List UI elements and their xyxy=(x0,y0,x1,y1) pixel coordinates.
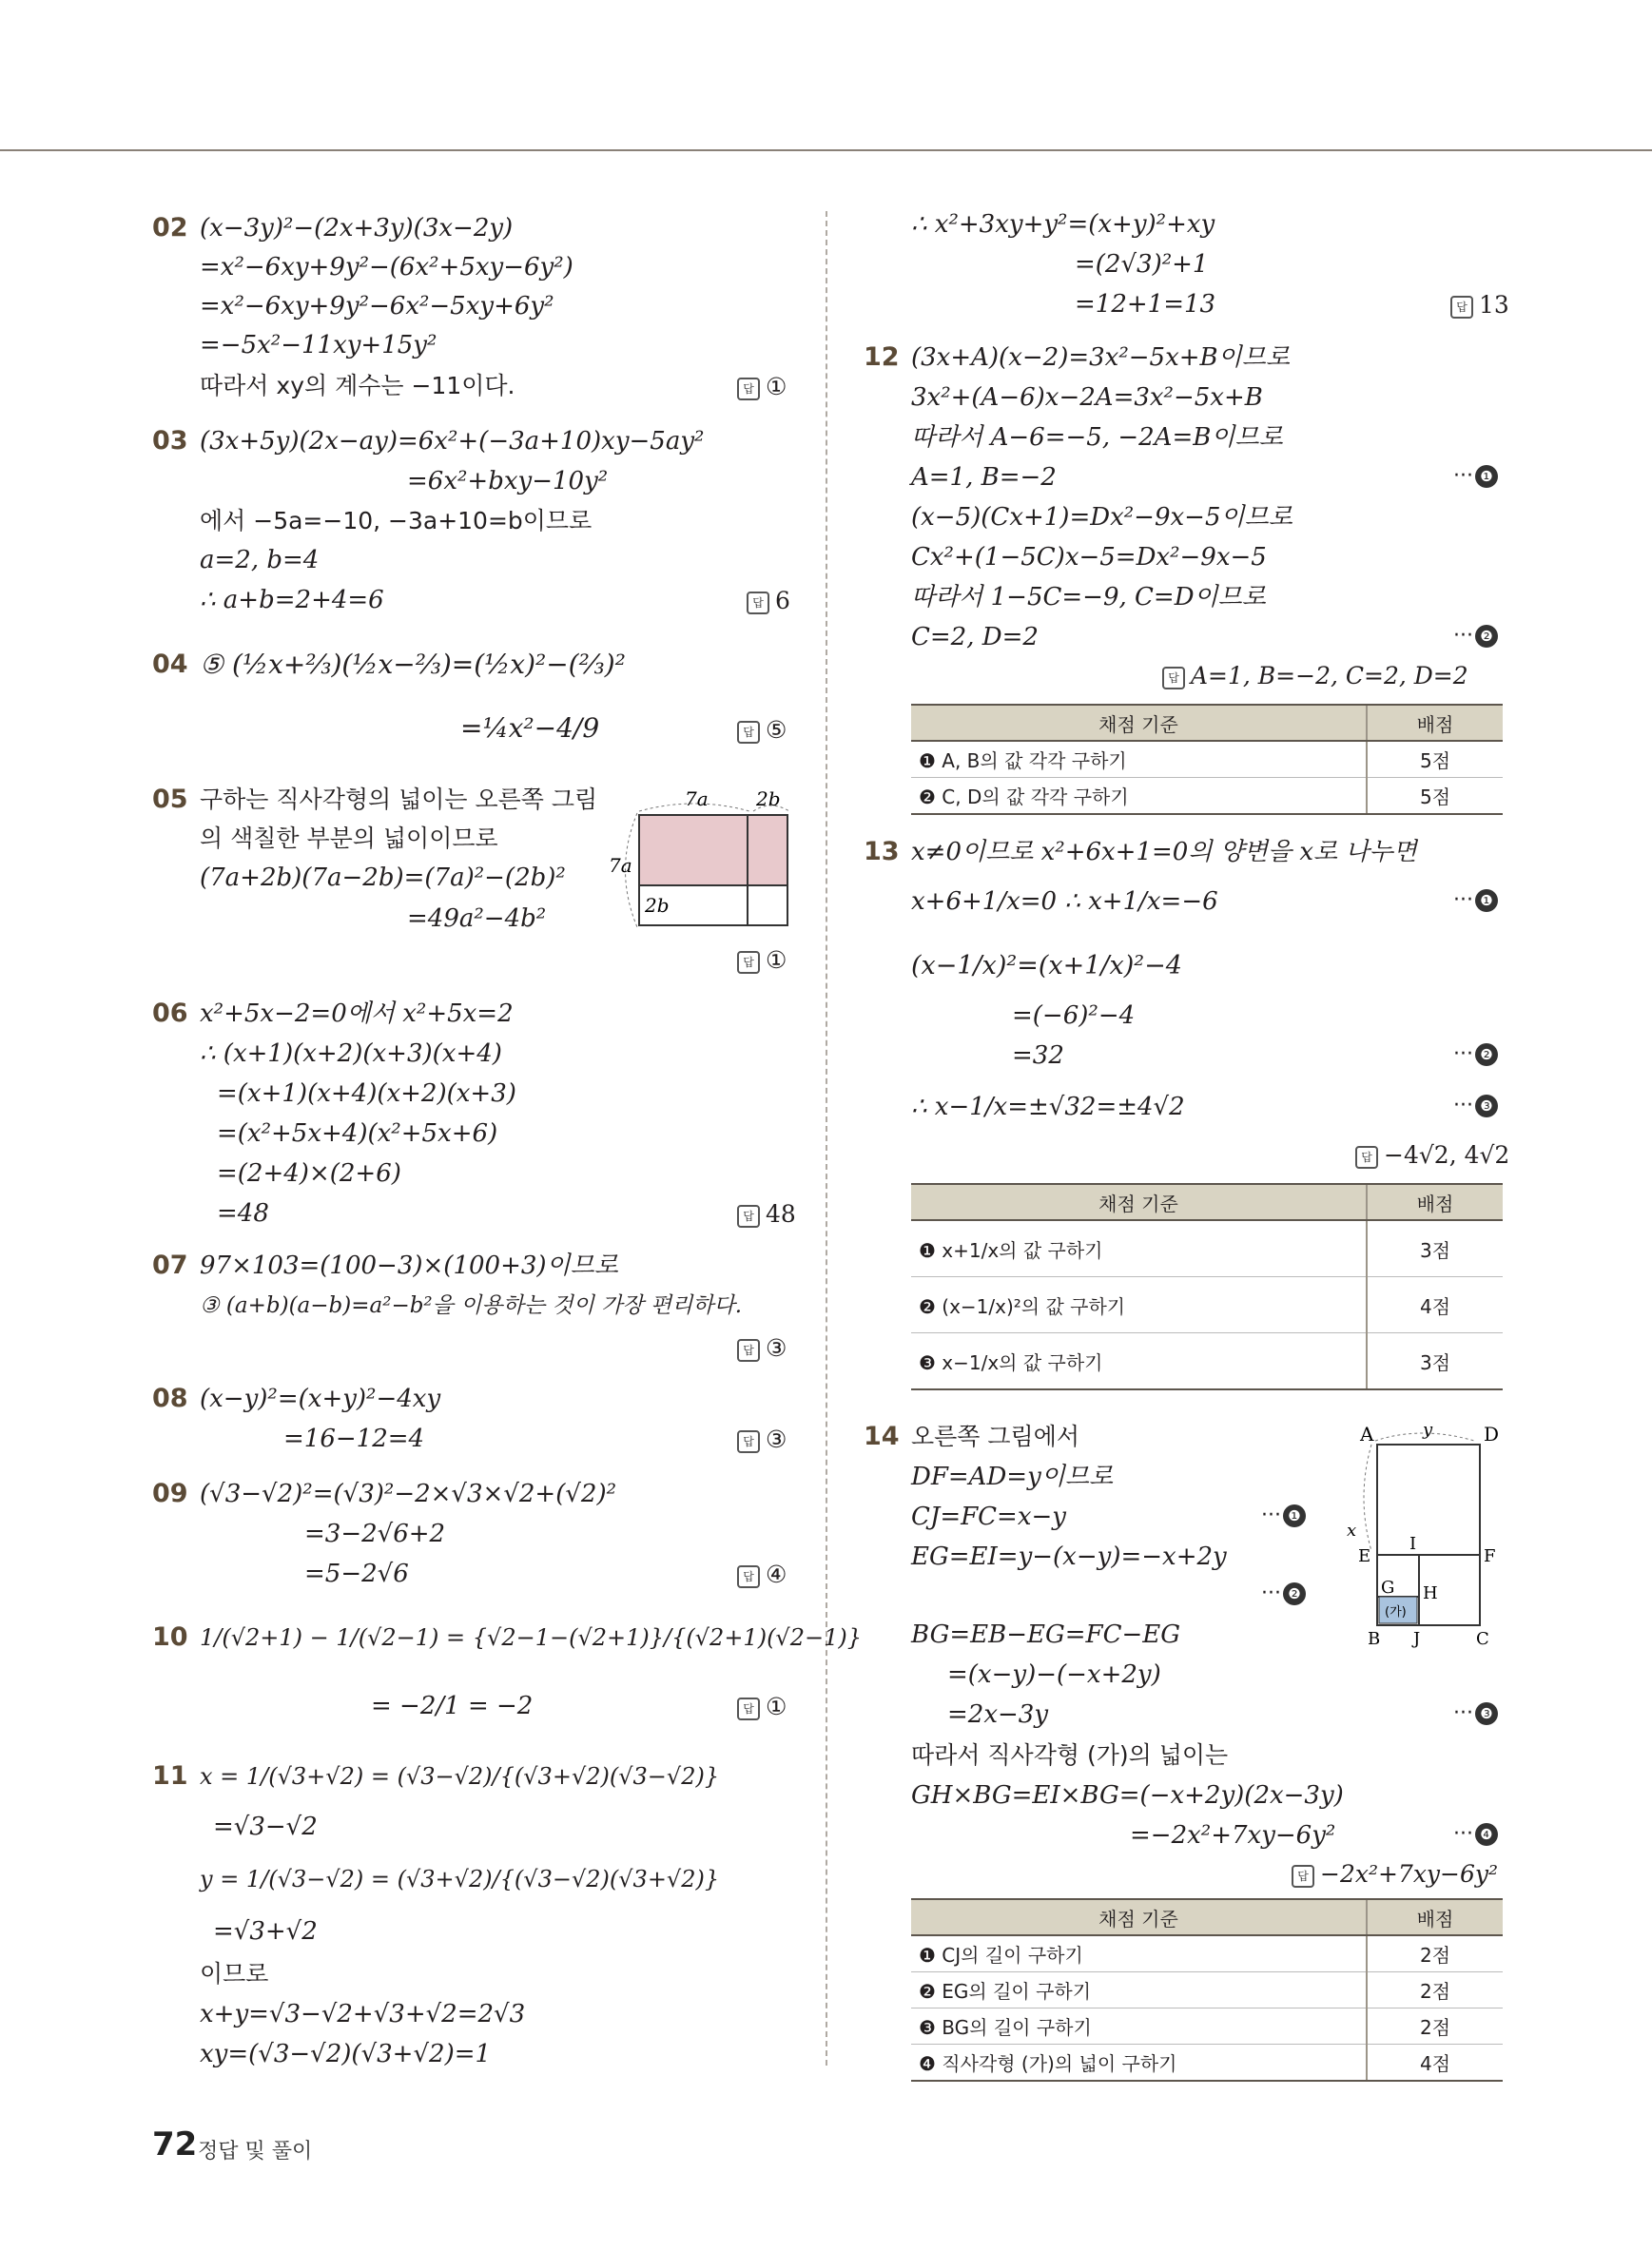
text-line: 이므로 xyxy=(200,1960,269,1988)
eq-line: =49a²−4b² xyxy=(407,904,547,933)
text-line: 의 색칠한 부분의 넓이이므로 xyxy=(200,825,498,852)
rectangle-figure xyxy=(609,785,799,932)
fig-label: H xyxy=(1423,1583,1438,1603)
eq-line: ∴ (x+1)(x+2)(x+3)(x+4) xyxy=(200,1039,502,1068)
problem-number: 03 xyxy=(152,426,188,456)
problem-number: 09 xyxy=(152,1479,188,1508)
answer: 답 −4√2, 4√2 xyxy=(1355,1141,1509,1169)
eq-line: CJ=FC=x−y xyxy=(911,1503,1066,1531)
eq-line: x+y=√3−√2+√3+√2=2√3 xyxy=(200,2000,526,2028)
fig-label: A xyxy=(1360,1423,1374,1446)
fig-label: D xyxy=(1484,1423,1500,1446)
top-rule xyxy=(0,149,1652,151)
eq-line: x = 1/(√3+√2) = (√3−√2)/{(√3+√2)(√3−√2)} xyxy=(200,1763,720,1790)
answer-icon: 답 xyxy=(737,1339,760,1362)
fig-label: 7a xyxy=(609,854,632,877)
eq-line: ⑤ (½x+⅔)(½x−⅔)=(½x)²−(⅔)² xyxy=(200,649,626,680)
problem-number: 12 xyxy=(864,342,900,372)
eq-line: EG=EI=y−(x−y)=−x+2y xyxy=(911,1543,1227,1571)
answer-icon: 답 xyxy=(1450,296,1473,319)
eq-line: =x²−6xy+9y²−(6x²+5xy−6y²) xyxy=(200,253,573,281)
eq-line: GH×BG=EI×BG=(−x+2y)(2x−3y) xyxy=(911,1781,1344,1810)
eq-line: = −2/1 = −2 xyxy=(371,1692,534,1720)
eq-line: x≠0이므로 x²+6x+1=0의 양변을 x로 나누면 xyxy=(911,838,1417,866)
fig-label: 7a xyxy=(685,787,709,810)
problem-number: 04 xyxy=(152,650,188,679)
fig-label: y xyxy=(1423,1422,1433,1440)
eq-line: =3−2√6+2 xyxy=(304,1520,446,1548)
eq-line: =−2x²+7xy−6y² xyxy=(1130,1821,1336,1850)
text-line: 따라서 xy의 계수는 −11이다. xyxy=(200,372,515,399)
scoring-table: 채점 기준 배점 ❶ CJ의 길이 구하기 2점 ❷ EG의 길이 구하기 2점 ❸ BG의 길이 구하기 2점 ❹ 직사각형 (가)의 넓이 구하기 4점 xyxy=(911,1898,1503,2082)
eq-line: =(−6)²−4 xyxy=(1012,1001,1136,1030)
answer-icon: 답 xyxy=(737,1565,760,1588)
answer-icon: 답 xyxy=(737,1430,760,1453)
problem-number: 05 xyxy=(152,785,188,814)
text-line: 에서 −5a=−10, −3a+10=b이므로 xyxy=(200,507,593,534)
eq-line: ③ (a+b)(a−b)=a²−b²을 이용하는 것이 가장 편리하다. xyxy=(200,1293,743,1318)
answer: 답 13 xyxy=(1450,291,1509,319)
problem-number: 08 xyxy=(152,1384,188,1413)
eq-line: =(x+1)(x+4)(x+2)(x+3) xyxy=(217,1079,516,1108)
answer-icon: 답 xyxy=(1292,1865,1314,1888)
eq-line: =(2√3)²+1 xyxy=(1075,250,1209,279)
text-line: 따라서 직사각형 (가)의 넓이는 xyxy=(911,1741,1229,1769)
answer: 답 ⑤ xyxy=(737,716,787,744)
eq-line: =5−2√6 xyxy=(304,1560,409,1588)
eq-line: (x−1/x)²=(x+1/x)²−4 xyxy=(911,951,1182,980)
eq-line: DF=AD=y이므로 xyxy=(911,1463,1114,1491)
answer: 답 ① xyxy=(737,373,787,400)
fig-label: J xyxy=(1413,1629,1421,1649)
page-number: 72 xyxy=(152,2125,198,2164)
problem-number: 02 xyxy=(152,213,188,243)
answer-icon: 답 xyxy=(737,378,760,400)
fig-label: I xyxy=(1409,1534,1417,1554)
answer: 답 A=1, B=−2, C=2, D=2 xyxy=(1162,662,1468,689)
eq-line: =−5x²−11xy+15y² xyxy=(200,331,437,359)
problem-number: 10 xyxy=(152,1622,188,1652)
eq-line: ∴ a+b=2+4=6 xyxy=(200,586,384,614)
eq-line: A=1, B=−2 xyxy=(911,463,1057,492)
scoring-table: 채점 기준 배점 ❶ A, B의 값 각각 구하기 5점 ❷ C, D의 값 각각 구하기 5점 xyxy=(911,704,1503,815)
answer-icon: 답 xyxy=(737,1205,760,1228)
answer-icon: 답 xyxy=(737,721,760,744)
fig-label: B xyxy=(1368,1629,1381,1649)
eq-line: 1/(√2+1) − 1/(√2−1) = {√2−1−(√2+1)}/{(√2+1)(√2−1)} xyxy=(200,1624,862,1651)
eq-line: =16−12=4 xyxy=(283,1425,425,1453)
text-line: 오른쪽 그림에서 xyxy=(911,1423,1079,1450)
step-marker: ··· ❷ xyxy=(1453,1042,1498,1066)
eq-line: ∴ x²+3xy+y²=(x+y)²+xy xyxy=(911,210,1215,239)
fig-label: 2b xyxy=(645,894,670,917)
step-marker: ··· ❶ xyxy=(1453,888,1498,912)
eq-line: (3x+5y)(2x−ay)=6x²+(−3a+10)xy−5ay² xyxy=(200,427,705,456)
eq-line: =(x²+5x+4)(x²+5x+6) xyxy=(217,1119,498,1148)
eq-line: (√3−√2)²=(√3)²−2×√3×√2+(√2)² xyxy=(200,1480,617,1508)
eq-line: 97×103=(100−3)×(100+3)이므로 xyxy=(200,1252,618,1280)
problem-number: 11 xyxy=(152,1761,188,1791)
step-marker: ··· ❶ xyxy=(1261,1504,1306,1527)
eq-line: (3x+A)(x−2)=3x²−5x+B이므로 xyxy=(911,343,1290,372)
fig-label: E xyxy=(1358,1546,1371,1566)
eq-line: =√3+√2 xyxy=(213,1917,318,1946)
footer-label: 정답 및 풀이 xyxy=(198,2140,313,2164)
answer: 답 ① xyxy=(737,1693,787,1720)
eq-line: BG=EB−EG=FC−EG xyxy=(911,1620,1181,1649)
fig-label: F xyxy=(1484,1546,1496,1566)
answer: 답 −2x²+7xy−6y² xyxy=(1292,1860,1498,1888)
eq-line: =√3−√2 xyxy=(213,1813,318,1841)
eq-line: =6x²+bxy−10y² xyxy=(407,467,609,495)
scoring-table: 채점 기준 배점 ❶ x+1/x의 값 구하기 3점 ❷ (x−1/x)²의 값 구하기 4점 ❸ x−1/x의 값 구하기 3점 xyxy=(911,1183,1503,1390)
square-figure xyxy=(1341,1422,1503,1650)
answer: 답 ③ xyxy=(737,1426,787,1453)
problem-number: 13 xyxy=(864,837,900,866)
eq-line: x+6+1/x=0 ∴ x+1/x=−6 xyxy=(911,887,1218,916)
answer-icon: 답 xyxy=(737,1698,760,1720)
eq-line: =32 xyxy=(1012,1041,1064,1070)
eq-line: 따라서 1−5C=−9, C=D이므로 xyxy=(911,583,1266,611)
step-marker: ··· ❹ xyxy=(1453,1822,1498,1846)
answer: 답 48 xyxy=(737,1200,796,1228)
problem-number: 06 xyxy=(152,999,188,1028)
answer: 답 ① xyxy=(737,946,787,974)
eq-line: 따라서 A−6=−5, −2A=B이므로 xyxy=(911,423,1283,452)
text-line: 구하는 직사각형의 넓이는 오른쪽 그림 xyxy=(200,786,598,813)
eq-line: Cx²+(1−5C)x−5=Dx²−9x−5 xyxy=(911,543,1267,572)
answer-icon: 답 xyxy=(737,951,760,974)
eq-line: y = 1/(√3−√2) = (√3+√2)/{(√3−√2)(√3+√2)} xyxy=(200,1866,720,1892)
fig-label: x xyxy=(1347,1521,1357,1541)
eq-line: =(x−y)−(−x+2y) xyxy=(947,1660,1161,1689)
eq-line: xy=(√3−√2)(√3+√2)=1 xyxy=(200,2040,492,2068)
eq-line: =2x−3y xyxy=(947,1700,1049,1729)
eq-line: (x−3y)²−(2x+3y)(3x−2y) xyxy=(200,214,514,243)
answer-icon: 답 xyxy=(747,592,769,614)
answer: 답 ④ xyxy=(737,1561,787,1588)
column-divider xyxy=(826,211,827,2066)
eq-line: (x−5)(Cx+1)=Dx²−9x−5이므로 xyxy=(911,503,1292,532)
eq-line: =¼x²−4/9 xyxy=(460,712,600,744)
step-marker: ··· ❸ xyxy=(1453,1094,1498,1117)
fig-label: (가) xyxy=(1385,1605,1407,1620)
eq-line: ∴ x−1/x=±√32=±4√2 xyxy=(911,1093,1185,1121)
fig-label: G xyxy=(1381,1578,1395,1598)
step-marker: ··· ❶ xyxy=(1453,464,1498,488)
eq-line: =12+1=13 xyxy=(1075,290,1216,319)
eq-line: (x−y)²=(x+y)²−4xy xyxy=(200,1385,441,1413)
problem-number: 14 xyxy=(864,1422,900,1451)
problem-number: 07 xyxy=(152,1251,188,1280)
eq-line: =x²−6xy+9y²−6x²−5xy+6y² xyxy=(200,292,554,320)
step-marker: ··· ❸ xyxy=(1453,1701,1498,1725)
answer: 답 ③ xyxy=(737,1334,787,1362)
answer: 답 6 xyxy=(747,587,790,614)
eq-line: 3x²+(A−6)x−2A=3x²−5x+B xyxy=(911,383,1263,412)
fig-label: 2b xyxy=(756,787,781,810)
step-marker: ··· ❷ xyxy=(1261,1582,1306,1605)
eq-line: =48 xyxy=(217,1199,269,1228)
answer-icon: 답 xyxy=(1355,1146,1378,1169)
eq-line: C=2, D=2 xyxy=(911,623,1039,651)
eq-line: (7a+2b)(7a−2b)=(7a)²−(2b)² xyxy=(200,864,566,892)
eq-line: x²+5x−2=0에서 x²+5x=2 xyxy=(200,999,514,1028)
fig-label: C xyxy=(1476,1629,1489,1649)
eq-line: =(2+4)×(2+6) xyxy=(217,1159,401,1188)
answer-icon: 답 xyxy=(1162,667,1185,689)
step-marker: ··· ❷ xyxy=(1453,624,1498,648)
eq-line: a=2, b=4 xyxy=(200,546,320,574)
